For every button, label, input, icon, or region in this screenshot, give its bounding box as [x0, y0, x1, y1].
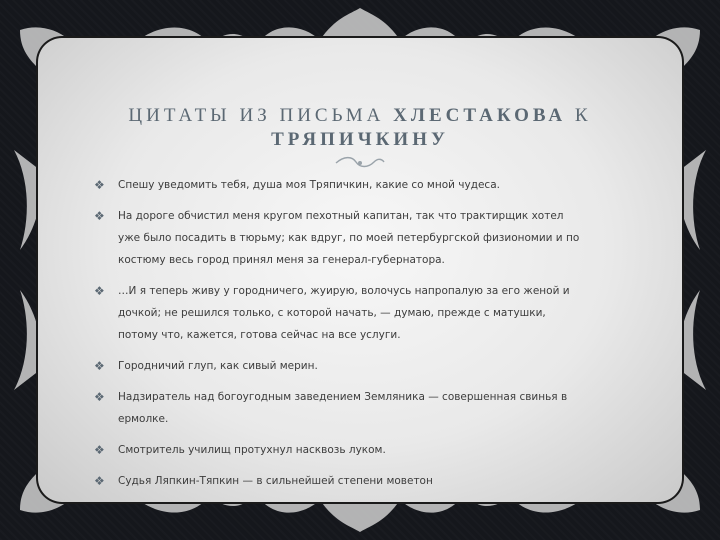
title-prefix: ЦИТАТЫ ИЗ ПИСЬМА [128, 105, 394, 126]
bullet-icon: ❖ [94, 284, 105, 298]
bullet-icon: ❖ [94, 390, 105, 404]
title-bold: ХЛЕСТАКОВА [393, 105, 567, 126]
title-line2: ТРЯПИЧКИНУ [271, 129, 449, 150]
list-item: ❖ Смотритель училищ протухнул насквозь луком. [94, 439, 588, 461]
bullet-icon: ❖ [94, 209, 105, 223]
list-item: ❖ Судья Ляпкин-Тяпкин — в сильнейшей степени моветон [94, 470, 588, 492]
slide-title [70, 104, 650, 152]
bullet-icon: ❖ [94, 474, 105, 488]
list-item: ❖ На дороге обчистил меня кругом пехотный капитан, так что трактирщик хотел уже было посадить в тюрьму; как вдруг, по моей петербургской физиономии и по костюму весь город принял меня за генерал-губернатора. [94, 205, 588, 271]
quote-list [94, 174, 588, 501]
list-item: ❖ Надзиратель над богоугодным заведением Земляника — совершенная свинья в ермолке. [94, 386, 588, 430]
list-item: ❖ Спешу уведомить тебя, душа моя Тряпичкин, какие со мной чудеса. [94, 174, 588, 196]
title-divider-ornament [334, 156, 386, 170]
list-item: ❖ …И я теперь живу у городничего, жуирую, волочусь напропалую за его женой и дочкой; не решился только, с которой начать, — думаю, прежде с матушки, потому что, кажется, готова сейчас на все услуги. [94, 280, 588, 346]
list-item: ❖ Городничий глуп, как сивый мерин. [94, 355, 588, 377]
bullet-icon: ❖ [94, 178, 105, 192]
bullet-icon: ❖ [94, 359, 105, 373]
bullet-icon: ❖ [94, 443, 105, 457]
title-suffix: К [566, 105, 592, 126]
